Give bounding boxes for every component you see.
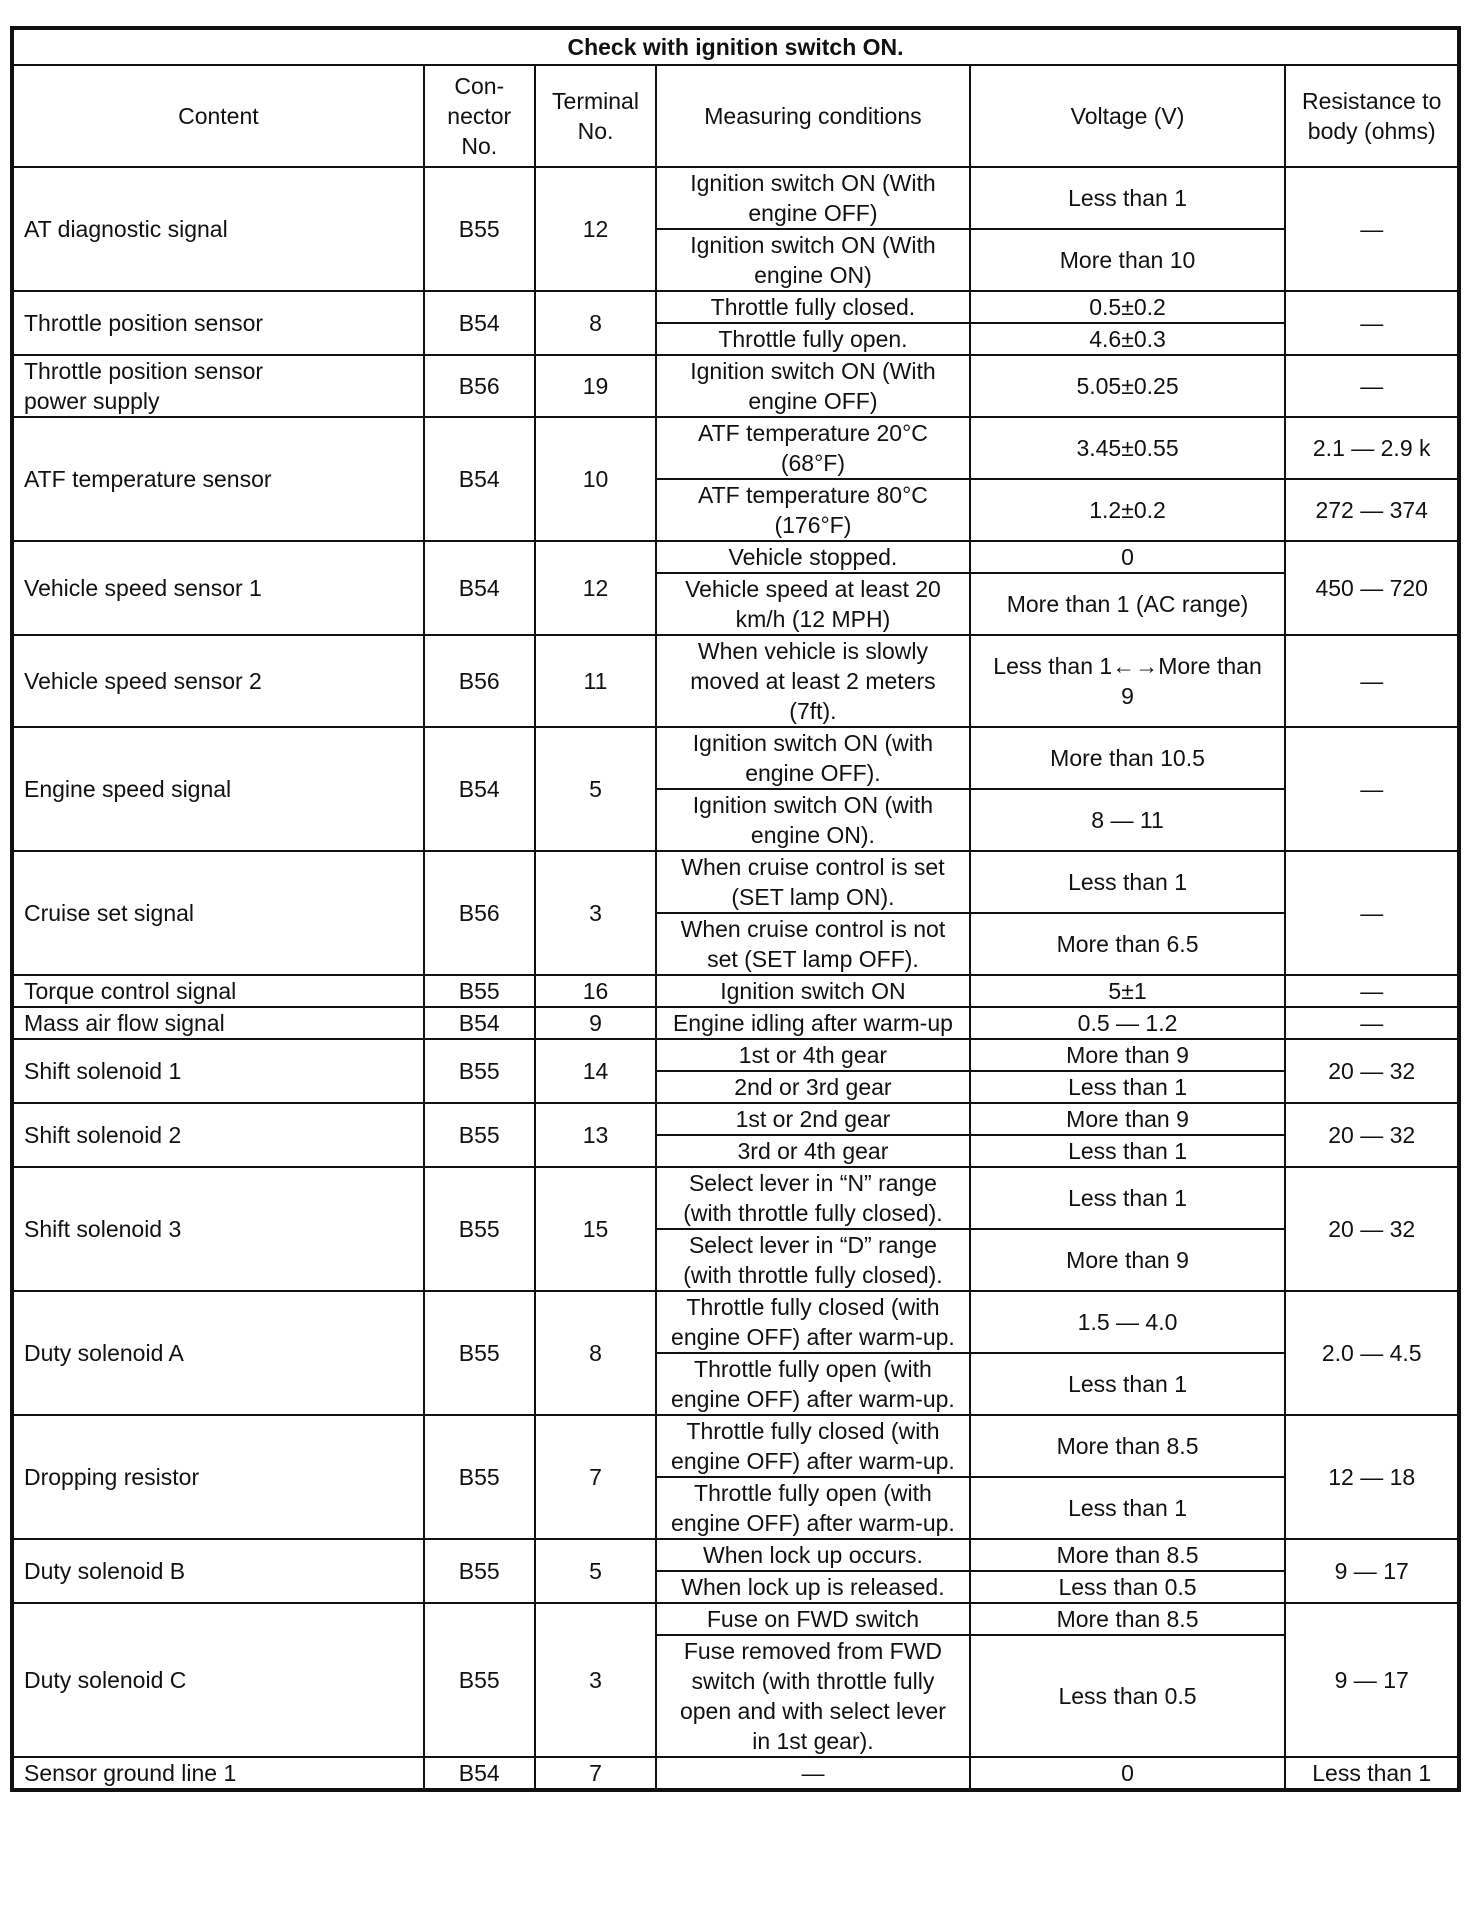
cell-measuring-conditions: Vehicle speed at least 20 km/h (12 MPH) (656, 573, 969, 635)
cell-measuring-conditions: Fuse removed from FWD switch (with throttle fully open and with select lever in 1st gear). (656, 1635, 969, 1757)
cell-measuring-conditions: Ignition switch ON (With engine OFF) (656, 167, 969, 229)
cell-voltage: Less than 1 (970, 167, 1286, 229)
cell-measuring-conditions: When cruise control is set (SET lamp ON). (656, 851, 969, 913)
cell-connector: B55 (424, 1539, 535, 1603)
cell-voltage: 8 — 11 (970, 789, 1286, 851)
cell-connector: B55 (424, 1415, 535, 1539)
table-row (12, 1757, 1459, 1790)
table-row (12, 1539, 1459, 1571)
cell-resistance: — (1285, 167, 1459, 291)
cell-voltage: More than 9 (970, 1229, 1286, 1291)
cell-voltage: More than 6.5 (970, 913, 1286, 975)
cell-content: Mass air flow signal (12, 1007, 424, 1039)
cell-voltage: 1.5 — 4.0 (970, 1291, 1286, 1353)
cell-measuring-conditions: Throttle fully closed (with engine OFF) after warm-up. (656, 1291, 969, 1353)
table-row (12, 975, 1459, 1007)
cell-resistance: 20 — 32 (1285, 1167, 1459, 1291)
cell-measuring-conditions: Select lever in “N” range (with throttle fully closed). (656, 1167, 969, 1229)
cell-terminal: 8 (535, 1291, 656, 1415)
cell-terminal: 7 (535, 1757, 656, 1790)
table-row (12, 1415, 1459, 1477)
cell-connector: B56 (424, 851, 535, 975)
cell-measuring-conditions: Throttle fully open (with engine OFF) after warm-up. (656, 1477, 969, 1539)
cell-resistance: 20 — 32 (1285, 1103, 1459, 1167)
cell-terminal: 9 (535, 1007, 656, 1039)
cell-terminal: 8 (535, 291, 656, 355)
cell-resistance: 272 — 374 (1285, 479, 1459, 541)
cell-terminal: 10 (535, 417, 656, 541)
cell-terminal: 19 (535, 355, 656, 417)
cell-connector: B56 (424, 355, 535, 417)
cell-resistance: 20 — 32 (1285, 1039, 1459, 1103)
cell-content: Duty solenoid C (12, 1603, 424, 1757)
cell-measuring-conditions: 1st or 2nd gear (656, 1103, 969, 1135)
header-connector: Con- nector No. (424, 65, 535, 167)
cell-measuring-conditions: — (656, 1757, 969, 1790)
cell-measuring-conditions: Engine idling after warm-up (656, 1007, 969, 1039)
cell-terminal: 3 (535, 851, 656, 975)
header-resistance: Resistance to body (ohms) (1285, 65, 1459, 167)
cell-terminal: 13 (535, 1103, 656, 1167)
cell-measuring-conditions: When lock up is released. (656, 1571, 969, 1603)
cell-content: Vehicle speed sensor 1 (12, 541, 424, 635)
cell-voltage: 3.45±0.55 (970, 417, 1286, 479)
cell-measuring-conditions: Ignition switch ON (with engine ON). (656, 789, 969, 851)
cell-voltage: More than 8.5 (970, 1415, 1286, 1477)
cell-voltage: Less than 1 (970, 1477, 1286, 1539)
header-content: Content (12, 65, 424, 167)
cell-measuring-conditions: Vehicle stopped. (656, 541, 969, 573)
cell-content: Shift solenoid 2 (12, 1103, 424, 1167)
cell-resistance: 450 — 720 (1285, 541, 1459, 635)
table-row (12, 167, 1459, 229)
cell-connector: B55 (424, 1039, 535, 1103)
cell-measuring-conditions: When vehicle is slowly moved at least 2 meters (7ft). (656, 635, 969, 727)
cell-connector: B55 (424, 1167, 535, 1291)
cell-connector: B55 (424, 1603, 535, 1757)
cell-content: Torque control signal (12, 975, 424, 1007)
cell-voltage: Less than 1 (970, 851, 1286, 913)
cell-resistance: — (1285, 727, 1459, 851)
cell-connector: B55 (424, 1103, 535, 1167)
cell-connector: B55 (424, 975, 535, 1007)
cell-content: Sensor ground line 1 (12, 1757, 424, 1790)
table-row (12, 1167, 1459, 1229)
cell-voltage: Less than 1 (970, 1135, 1286, 1167)
cell-terminal: 12 (535, 167, 656, 291)
header-measuring-conditions: Measuring conditions (656, 65, 969, 167)
cell-voltage: 5.05±0.25 (970, 355, 1286, 417)
cell-resistance: 9 — 17 (1285, 1603, 1459, 1757)
cell-voltage: 4.6±0.3 (970, 323, 1286, 355)
cell-connector: B54 (424, 1007, 535, 1039)
cell-resistance: — (1285, 1007, 1459, 1039)
cell-terminal: 7 (535, 1415, 656, 1539)
cell-connector: B56 (424, 635, 535, 727)
cell-voltage: More than 9 (970, 1103, 1286, 1135)
cell-voltage: More than 1 (AC range) (970, 573, 1286, 635)
header-voltage: Voltage (V) (970, 65, 1286, 167)
cell-content: Duty solenoid B (12, 1539, 424, 1603)
cell-measuring-conditions: Ignition switch ON (656, 975, 969, 1007)
cell-terminal: 12 (535, 541, 656, 635)
cell-voltage: Less than 1 (970, 1353, 1286, 1415)
cell-measuring-conditions: 1st or 4th gear (656, 1039, 969, 1071)
cell-resistance: — (1285, 851, 1459, 975)
cell-resistance: — (1285, 355, 1459, 417)
cell-terminal: 15 (535, 1167, 656, 1291)
cell-resistance: 9 — 17 (1285, 1539, 1459, 1603)
cell-measuring-conditions: Throttle fully closed. (656, 291, 969, 323)
cell-measuring-conditions: When lock up occurs. (656, 1539, 969, 1571)
table-row (12, 355, 1459, 417)
table-row (12, 1603, 1459, 1635)
cell-terminal: 16 (535, 975, 656, 1007)
cell-voltage: More than 10.5 (970, 727, 1286, 789)
table-row (12, 851, 1459, 913)
cell-voltage: More than 8.5 (970, 1539, 1286, 1571)
cell-content: ATF temperature sensor (12, 417, 424, 541)
table-row (12, 417, 1459, 479)
cell-terminal: 5 (535, 727, 656, 851)
cell-content: AT diagnostic signal (12, 167, 424, 291)
cell-content: Shift solenoid 1 (12, 1039, 424, 1103)
table-row (12, 1007, 1459, 1039)
cell-voltage: 5±1 (970, 975, 1286, 1007)
table-row (12, 727, 1459, 789)
cell-measuring-conditions: Fuse on FWD switch (656, 1603, 969, 1635)
table-row (12, 541, 1459, 573)
cell-resistance: 12 — 18 (1285, 1415, 1459, 1539)
inspection-table (10, 26, 1461, 1792)
cell-measuring-conditions: Ignition switch ON (With engine OFF) (656, 355, 969, 417)
cell-measuring-conditions: 2nd or 3rd gear (656, 1071, 969, 1103)
cell-resistance: — (1285, 635, 1459, 727)
cell-connector: B54 (424, 727, 535, 851)
cell-terminal: 14 (535, 1039, 656, 1103)
cell-voltage: More than 8.5 (970, 1603, 1286, 1635)
cell-voltage: Less than 1 (970, 1071, 1286, 1103)
cell-content: Dropping resistor (12, 1415, 424, 1539)
cell-measuring-conditions: ATF temperature 20°C (68°F) (656, 417, 969, 479)
cell-content: Throttle position sensor (12, 291, 424, 355)
cell-terminal: 5 (535, 1539, 656, 1603)
cell-content: Engine speed signal (12, 727, 424, 851)
header-terminal: Terminal No. (535, 65, 656, 167)
cell-connector: B54 (424, 417, 535, 541)
cell-connector: B54 (424, 541, 535, 635)
cell-measuring-conditions: Ignition switch ON (with engine OFF). (656, 727, 969, 789)
cell-resistance: 2.1 — 2.9 k (1285, 417, 1459, 479)
cell-voltage: 0.5 — 1.2 (970, 1007, 1286, 1039)
cell-voltage: Less than 1 (970, 1167, 1286, 1229)
cell-voltage: 0 (970, 541, 1286, 573)
cell-measuring-conditions: When cruise control is not set (SET lamp OFF). (656, 913, 969, 975)
cell-measuring-conditions: ATF temperature 80°C (176°F) (656, 479, 969, 541)
cell-connector: B55 (424, 1291, 535, 1415)
cell-terminal: 11 (535, 635, 656, 727)
cell-voltage: 0.5±0.2 (970, 291, 1286, 323)
cell-terminal: 3 (535, 1603, 656, 1757)
table-row (12, 635, 1459, 727)
cell-connector: B54 (424, 291, 535, 355)
cell-voltage: Less than 1←→More than 9 (970, 635, 1286, 727)
table-row (12, 291, 1459, 323)
cell-measuring-conditions: Ignition switch ON (With engine ON) (656, 229, 969, 291)
cell-content: Duty solenoid A (12, 1291, 424, 1415)
cell-voltage: 0 (970, 1757, 1286, 1790)
cell-voltage: More than 10 (970, 229, 1286, 291)
cell-measuring-conditions: Select lever in “D” range (with throttle fully closed). (656, 1229, 969, 1291)
cell-measuring-conditions: 3rd or 4th gear (656, 1135, 969, 1167)
table-body (12, 167, 1459, 1790)
table-title: Check with ignition switch ON. (12, 28, 1459, 65)
table-row (12, 1039, 1459, 1071)
cell-resistance: — (1285, 975, 1459, 1007)
cell-measuring-conditions: Throttle fully open. (656, 323, 969, 355)
cell-connector: B55 (424, 167, 535, 291)
cell-voltage: 1.2±0.2 (970, 479, 1286, 541)
cell-measuring-conditions: Throttle fully closed (with engine OFF) after warm-up. (656, 1415, 969, 1477)
table-row (12, 1103, 1459, 1135)
cell-content: Shift solenoid 3 (12, 1167, 424, 1291)
cell-content: Throttle position sensor power supply (12, 355, 424, 417)
table-row (12, 1291, 1459, 1353)
cell-content: Vehicle speed sensor 2 (12, 635, 424, 727)
cell-resistance: — (1285, 291, 1459, 355)
cell-voltage: Less than 0.5 (970, 1635, 1286, 1757)
cell-voltage: More than 9 (970, 1039, 1286, 1071)
cell-resistance: Less than 1 (1285, 1757, 1459, 1790)
cell-resistance: 2.0 — 4.5 (1285, 1291, 1459, 1415)
cell-connector: B54 (424, 1757, 535, 1790)
cell-measuring-conditions: Throttle fully open (with engine OFF) after warm-up. (656, 1353, 969, 1415)
cell-voltage: Less than 0.5 (970, 1571, 1286, 1603)
cell-content: Cruise set signal (12, 851, 424, 975)
